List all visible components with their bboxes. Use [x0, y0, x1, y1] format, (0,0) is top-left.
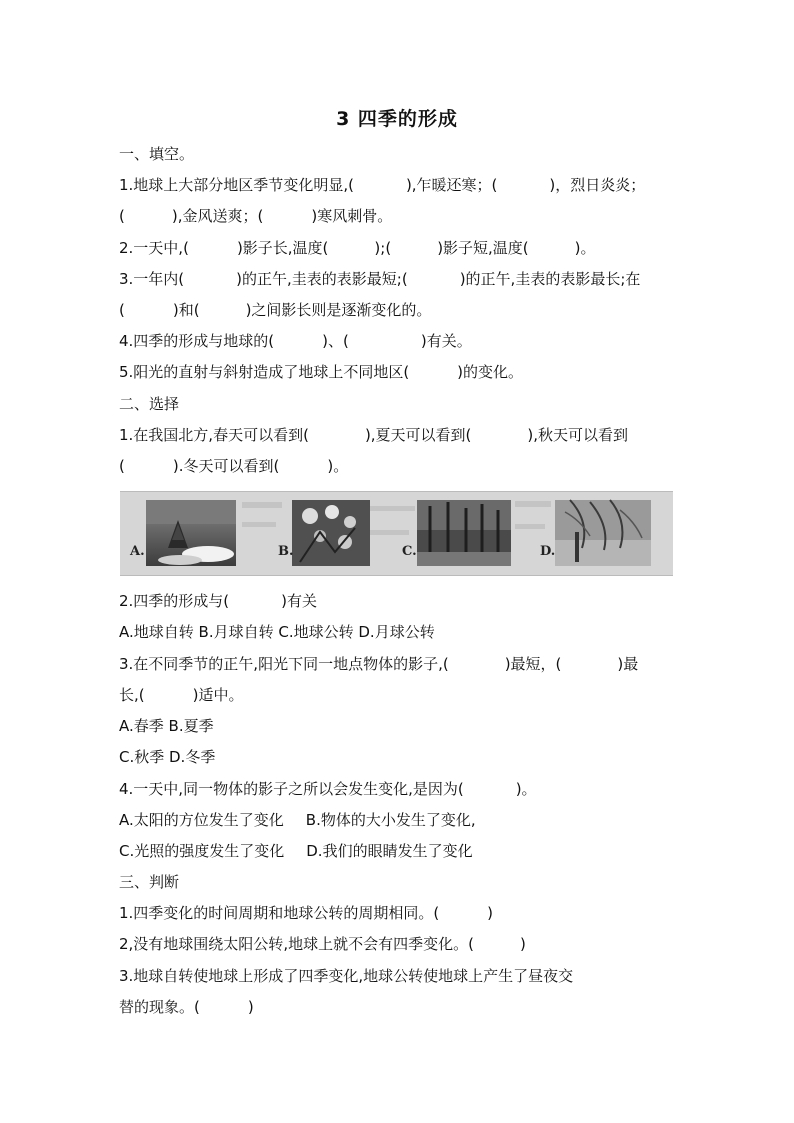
section-heading-judge: 三、判断	[119, 873, 180, 891]
judge-question-3-line-2: 替的现象。( )	[119, 998, 254, 1016]
choice-question-3-line-2: 长,( )适中。	[119, 686, 244, 704]
choice-question-4: 4.一天中,同一物体的影子之所以会发生变化,是因为( )。	[119, 780, 537, 798]
choice-question-4-options-1: A.太阳的方位发生了变化 B.物体的大小发生了变化,	[119, 811, 476, 829]
season-photo-strip	[120, 491, 673, 576]
fill-question-1-line-1: 1.地球上大部分地区季节变化明显,( ),乍暖还寒；( )，烈日炎炎；	[119, 176, 646, 194]
fill-question-4: 4.四季的形成与地球的( )、( )有关。	[119, 332, 472, 350]
fill-question-5: 5.阳光的直射与斜射造成了地球上不同地区( )的变化。	[119, 363, 524, 381]
photo-label-d: D.	[540, 544, 556, 559]
page-title: 3 四季的形成	[336, 108, 458, 130]
choice-question-1-line-2: ( ).冬天可以看到( )。	[119, 457, 349, 475]
fill-question-3-line-1: 3.一年内( )的正午,圭表的表影最短;( )的正午,圭表的表影最长;在	[119, 270, 641, 288]
choice-question-3-options-1: A.春季 B.夏季	[119, 717, 214, 735]
photo-label-a: A.	[130, 544, 145, 559]
choice-question-3-options-2: C.秋季 D.冬季	[119, 748, 216, 766]
choice-question-2: 2.四季的形成与( )有关	[119, 592, 318, 610]
photo-b-spring	[292, 500, 370, 566]
photo-a-winter	[146, 500, 236, 566]
photo-c-summer	[417, 500, 511, 566]
choice-question-3-line-1: 3.在不同季节的正午,阳光下同一地点物体的影子,( )最短，( )最	[119, 655, 639, 673]
fill-question-3-line-2: ( )和( )之间影长则是逐渐变化的。	[119, 301, 432, 319]
judge-question-2: 2,没有地球围绕太阳公转,地球上就不会有四季变化。( )	[119, 935, 526, 953]
judge-question-1: 1.四季变化的时间周期和地球公转的周期相同。( )	[119, 904, 494, 922]
photo-label-c: C.	[402, 544, 417, 559]
fill-question-2: 2.一天中,( )影子长,温度( );( )影子短,温度( )。	[119, 239, 596, 257]
section-heading-fill-in: 一、填空。	[119, 145, 195, 163]
photo-label-b: B.	[278, 544, 294, 559]
choice-question-1-line-1: 1.在我国北方,春天可以看到( ),夏天可以看到( ),秋天可以看到	[119, 426, 629, 444]
fill-question-1-line-2: ( ),金风送爽；( )寒风刺骨。	[119, 207, 393, 225]
section-heading-choice: 二、选择	[119, 395, 180, 413]
judge-question-3-line-1: 3.地球自转使地球上形成了四季变化,地球公转使地球上产生了昼夜交	[119, 967, 574, 985]
season-photos-drawing	[120, 492, 673, 575]
choice-question-4-options-2: C.光照的强度发生了变化 D.我们的眼睛发生了变化	[119, 842, 473, 860]
choice-question-2-options: A.地球自转 B.月球自转 C.地球公转 D.月球公转	[119, 623, 435, 641]
photo-d-autumn	[555, 500, 651, 566]
